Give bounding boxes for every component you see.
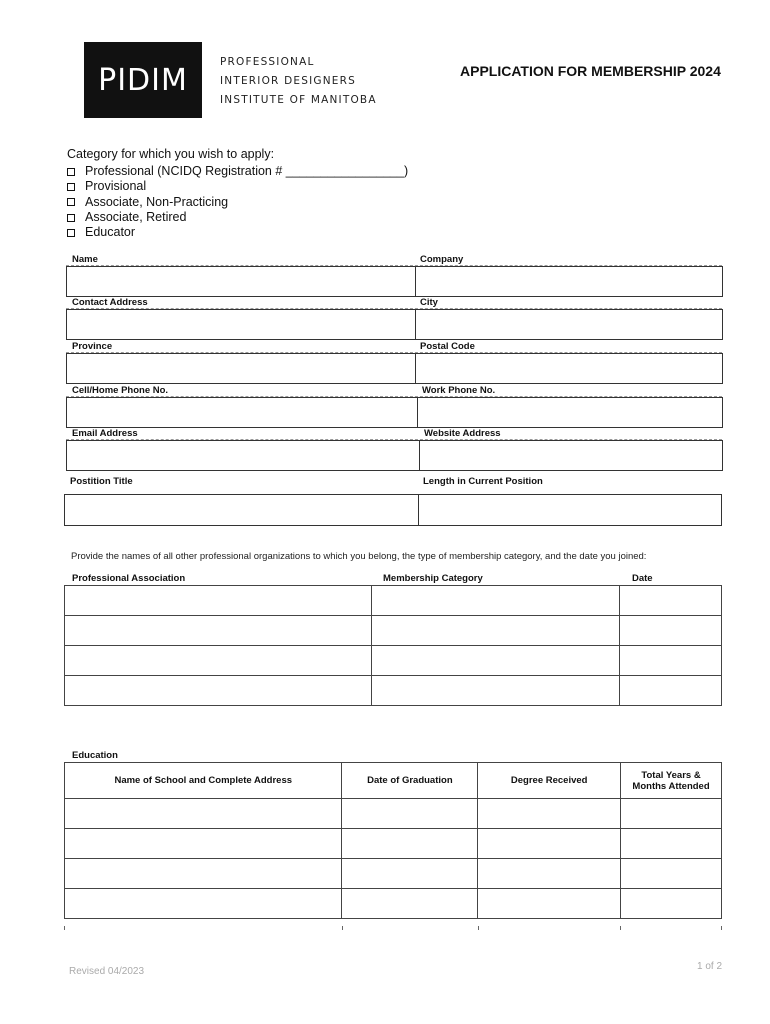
contact-address-label: Contact Address <box>72 297 148 308</box>
date-cell[interactable] <box>620 586 722 616</box>
postal-code-field[interactable] <box>415 353 723 384</box>
category-cell[interactable] <box>371 586 620 616</box>
graduation-cell[interactable] <box>342 859 478 889</box>
membership-category-column-label: Membership Category <box>383 573 483 584</box>
table-row <box>65 646 722 676</box>
cell-phone-label: Cell/Home Phone No. <box>72 385 169 396</box>
total-cell[interactable] <box>621 799 722 829</box>
checkbox-associate-retired[interactable] <box>67 214 75 222</box>
option-label: Professional (NCIDQ Registration # _________________) <box>85 164 409 178</box>
category-cell[interactable] <box>371 676 620 706</box>
column-tick <box>478 926 479 930</box>
checkbox-educator[interactable] <box>67 229 75 237</box>
degree-cell[interactable] <box>478 859 621 889</box>
org-name-line-2: INTERIOR DESIGNERS <box>220 75 356 87</box>
graduation-column-header: Date of Graduation <box>342 763 478 799</box>
table-row <box>65 586 722 616</box>
education-table <box>64 762 722 919</box>
logo-text: PIDIM <box>98 62 188 98</box>
total-cell[interactable] <box>621 889 722 919</box>
graduation-cell[interactable] <box>342 829 478 859</box>
degree-cell[interactable] <box>478 829 621 859</box>
school-cell[interactable] <box>65 799 342 829</box>
school-cell[interactable] <box>65 829 342 859</box>
date-cell[interactable] <box>620 676 722 706</box>
total-cell[interactable] <box>621 859 722 889</box>
school-cell[interactable] <box>65 859 342 889</box>
province-label: Province <box>72 341 113 352</box>
association-cell[interactable] <box>65 676 372 706</box>
degree-column-header: Degree Received <box>478 763 621 799</box>
association-cell[interactable] <box>65 646 372 676</box>
category-option-professional <box>67 164 408 179</box>
length-position-label: Length in Current Position <box>423 476 543 487</box>
education-label: Education <box>72 750 118 761</box>
column-tick <box>64 926 65 930</box>
total-attended-column-header: Total Years & Months Attended <box>621 763 722 799</box>
option-label: Provisional <box>85 179 147 194</box>
association-cell[interactable] <box>65 616 372 646</box>
graduation-cell[interactable] <box>342 799 478 829</box>
table-row <box>65 859 722 889</box>
option-label: Educator <box>85 225 136 240</box>
school-cell[interactable] <box>65 889 342 919</box>
associations-table <box>64 585 722 706</box>
category-option-associate-non-practicing <box>67 195 408 210</box>
school-column-header: Name of School and Complete Address <box>65 763 342 799</box>
cell-phone-field[interactable] <box>66 397 418 428</box>
table-row <box>65 889 722 919</box>
education-header-row <box>65 763 722 799</box>
category-options <box>67 164 408 240</box>
degree-cell[interactable] <box>478 889 621 919</box>
company-label: Company <box>420 254 464 265</box>
org-name-line-1: PROFESSIONAL <box>220 56 315 68</box>
date-cell[interactable] <box>620 646 722 676</box>
postal-code-label: Postal Code <box>420 341 475 352</box>
category-cell[interactable] <box>371 646 620 676</box>
date-cell[interactable] <box>620 616 722 646</box>
org-name-line-3: INSTITUTE OF MANITOBA <box>220 94 377 106</box>
email-field[interactable] <box>66 440 420 471</box>
pidim-logo <box>84 42 202 118</box>
table-row <box>65 799 722 829</box>
column-tick <box>620 926 621 930</box>
graduation-cell[interactable] <box>342 889 478 919</box>
work-phone-field[interactable] <box>417 397 723 428</box>
page-number: 1 of 2 <box>697 961 723 972</box>
position-title-field[interactable] <box>64 494 419 526</box>
position-title-label: Postition Title <box>70 476 133 487</box>
company-field[interactable] <box>415 266 723 297</box>
category-heading: Category for which you wish to apply: <box>67 147 275 161</box>
form-title: APPLICATION FOR MEMBERSHIP 2024 <box>460 63 721 79</box>
category-option-educator <box>67 225 408 240</box>
total-cell[interactable] <box>621 829 722 859</box>
city-label: City <box>420 297 438 308</box>
association-column-label: Professional Association <box>72 573 186 584</box>
name-field[interactable] <box>66 266 416 297</box>
checkbox-professional[interactable] <box>67 168 75 176</box>
category-cell[interactable] <box>371 616 620 646</box>
length-position-field[interactable] <box>418 494 722 526</box>
province-field[interactable] <box>66 353 416 384</box>
contact-address-field[interactable] <box>66 309 416 340</box>
email-label: Email Address <box>72 428 138 439</box>
name-label: Name <box>72 254 98 265</box>
degree-cell[interactable] <box>478 799 621 829</box>
table-row <box>65 829 722 859</box>
option-label: Associate, Retired <box>85 209 187 224</box>
checkbox-associate-non-practicing[interactable] <box>67 198 75 206</box>
table-row <box>65 676 722 706</box>
category-option-provisional <box>67 179 408 194</box>
column-tick <box>721 926 722 930</box>
checkbox-provisional[interactable] <box>67 183 75 191</box>
website-field[interactable] <box>419 440 723 471</box>
table-row <box>65 616 722 646</box>
column-tick <box>342 926 343 930</box>
category-option-associate-retired <box>67 210 408 225</box>
option-label: Associate, Non-Practicing <box>85 194 229 209</box>
associations-note: Provide the names of all other professional organizations to which you belong, the type of membership category, and the date you joined: <box>71 551 647 562</box>
date-column-label: Date <box>632 573 653 584</box>
association-cell[interactable] <box>65 586 372 616</box>
work-phone-label: Work Phone No. <box>422 385 496 396</box>
website-label: Website Address <box>424 428 501 439</box>
city-field[interactable] <box>415 309 723 340</box>
revision-date: Revised 04/2023 <box>69 966 145 977</box>
